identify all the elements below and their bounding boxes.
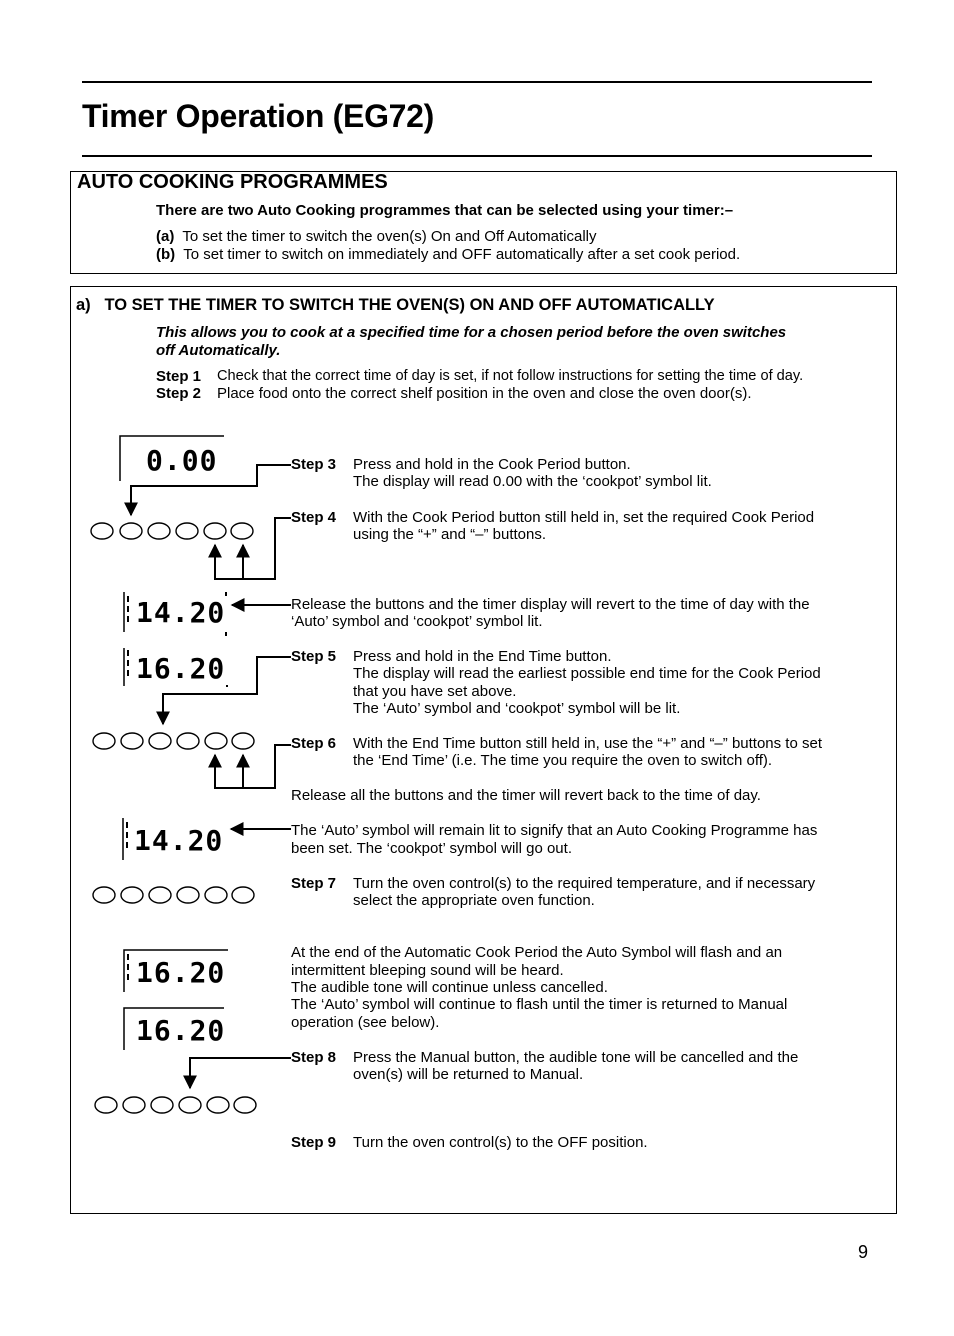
lcd-display-1: 0.00: [146, 444, 218, 477]
auto-programmes-heading: AUTO COOKING PROGRAMMES: [77, 171, 388, 193]
step1-label: Step 1: [156, 368, 202, 385]
button-row-4: [95, 1097, 256, 1113]
display-frame-4: [123, 818, 127, 860]
step5-line2: The display will read the earliest possible end time for the Cook Period: [353, 665, 821, 682]
timer-button: [93, 733, 115, 749]
auto-lit-line2: been set. The ‘cookpot’ symbol will go out.: [291, 840, 572, 857]
step5-line4: The ‘Auto’ symbol and ‘cookpot’ symbol will be lit.: [353, 700, 681, 717]
timer-button: [151, 1097, 173, 1113]
timer-button: [93, 887, 115, 903]
step7-line1: Turn the oven control(s) to the required temperature, and if necessary: [353, 875, 816, 892]
end-line4: The ‘Auto’ symbol will continue to flash until the timer is returned to Manual: [291, 996, 788, 1013]
auto-lit-line1: The ‘Auto’ symbol will remain lit to signify that an Auto Cooking Programme has: [291, 822, 818, 839]
step8-label: Step 8: [291, 1049, 337, 1066]
section-a-intro-line1: This allows you to cook at a specified time for a chosen period before the oven switches: [156, 324, 787, 341]
button-row-2: [93, 733, 254, 749]
release2-text: Release all the buttons and the timer will revert back to the time of day.: [291, 787, 761, 804]
step2-label: Step 2: [156, 385, 202, 402]
step7-line2: select the appropriate oven function.: [353, 892, 595, 909]
step3-label: Step 3: [291, 456, 337, 473]
timer-button: [232, 733, 254, 749]
step5-label: Step 5: [291, 648, 337, 665]
button-row-1: [91, 523, 253, 539]
step9-text: Turn the oven control(s) to the OFF position.: [353, 1134, 648, 1151]
step6-line2: the ‘End Time’ (i.e. The time you require the oven to switch off).: [353, 752, 773, 769]
page-number: 9: [858, 1242, 869, 1262]
end-line5: operation (see below).: [291, 1014, 440, 1031]
timer-button: [205, 733, 227, 749]
timer-button: [95, 1097, 117, 1113]
timer-button: [231, 523, 253, 539]
step6-line1: With the End Time button still held in, use the “+” and “–” buttons to set: [353, 735, 822, 752]
step3-line1: Press and hold in the Cook Period button.: [353, 456, 631, 473]
lcd-display-4: 14.20: [134, 824, 224, 857]
step9-label: Step 9: [291, 1134, 337, 1151]
release1-line1: Release the buttons and the timer display will revert to the time of day with the: [291, 596, 810, 613]
timer-button: [149, 887, 171, 903]
timer-button: [234, 1097, 256, 1113]
lcd-display-5: 16.20: [136, 956, 226, 989]
step4-label: Step 4: [291, 509, 337, 526]
button-row-3: [93, 887, 254, 903]
lcd-display-2: 14.20: [136, 596, 226, 629]
timer-button: [204, 523, 226, 539]
step7-label: Step 7: [291, 875, 337, 892]
step4-line1: With the Cook Period button still held in, set the required Cook Period: [353, 509, 815, 526]
step6-label: Step 6: [291, 735, 337, 752]
programme-item-text: To set the timer to switch the oven(s) On and Off Automatically: [182, 228, 597, 245]
lcd-display-3: 16.20: [136, 652, 226, 685]
timer-button: [179, 1097, 201, 1113]
step5-line3: that you have set above.: [353, 683, 517, 700]
auto-programmes-intro: There are two Auto Cooking programmes that can be selected using your timer:–: [156, 202, 734, 219]
lcd-display-6: 16.20: [136, 1014, 226, 1047]
section-a-intro-line2: off Automatically.: [156, 342, 281, 359]
timer-button: [121, 887, 143, 903]
programme-item-label: (a): [156, 228, 175, 245]
connector-step4: [215, 518, 291, 579]
step8-line1: Press the Manual button, the audible tone will be cancelled and the: [353, 1049, 799, 1066]
section-a-heading-label: a): [76, 296, 91, 314]
timer-button: [176, 523, 198, 539]
end-line2: intermittent bleeping sound will be heard.: [291, 962, 564, 979]
page-title: Timer Operation (EG72): [82, 98, 435, 134]
timer-button: [120, 523, 142, 539]
end-line1: At the end of the Automatic Cook Period the Auto Symbol will flash and an: [291, 944, 783, 961]
timer-button: [207, 1097, 229, 1113]
timer-button: [123, 1097, 145, 1113]
step1-text: Check that the correct time of day is set, if not follow instructions for setting the time of day.: [217, 368, 804, 384]
timer-button: [205, 887, 227, 903]
section-a-heading-text: TO SET THE TIMER TO SWITCH THE OVEN(S) ON AND OFF AUTOMATICALLY: [104, 296, 715, 314]
timer-button: [177, 887, 199, 903]
step5-line1: Press and hold in the End Time button.: [353, 648, 612, 665]
programme-item-label: (b): [156, 246, 176, 263]
timer-button: [121, 733, 143, 749]
timer-button: [91, 523, 113, 539]
step3-line2: The display will read 0.00 with the ‘cookpot’ symbol lit.: [353, 473, 712, 490]
timer-button: [148, 523, 170, 539]
step4-line2: using the “+” and “–” buttons.: [353, 526, 547, 543]
end-line3: The audible tone will continue unless cancelled.: [291, 979, 608, 996]
release1-line2: ‘Auto’ symbol and ‘cookpot’ symbol lit.: [291, 613, 543, 630]
timer-button: [232, 887, 254, 903]
step2-text: Place food onto the correct shelf position in the oven and close the oven door(s).: [217, 385, 752, 402]
step8-line2: oven(s) will be returned to Manual.: [353, 1066, 584, 1083]
timer-button: [149, 733, 171, 749]
programme-item-text: To set timer to switch on immediately and OFF automatically after a set cook period.: [183, 246, 741, 263]
timer-button: [177, 733, 199, 749]
connector-step8: [190, 1058, 291, 1088]
connector-step6: [215, 745, 291, 788]
